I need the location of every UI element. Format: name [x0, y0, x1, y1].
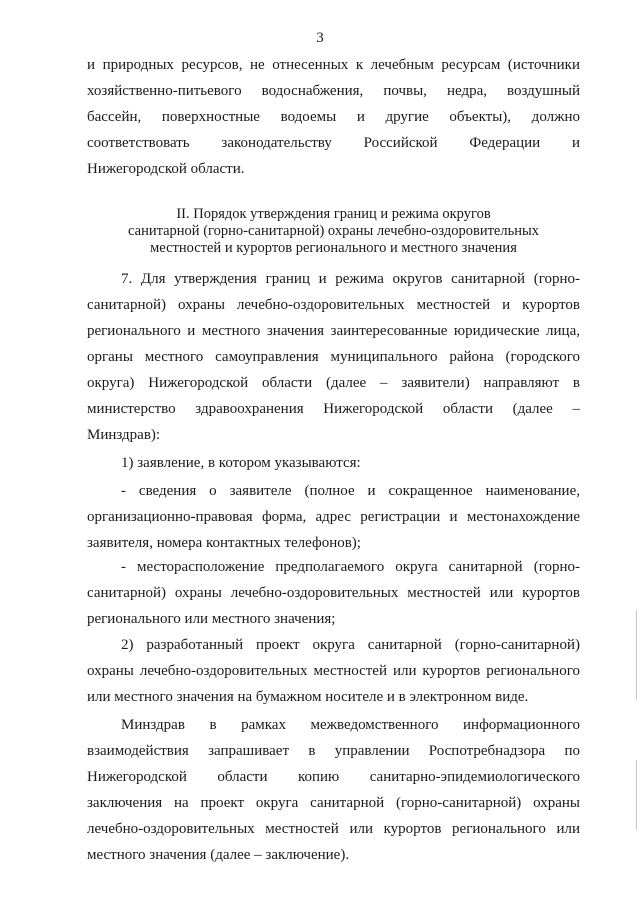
heading-line: санитарной (горно-санитарной) охраны лечебно-оздоровительных: [128, 223, 539, 239]
text-line: лечебно-оздоровительных местностей или курортов регионального или: [87, 821, 580, 837]
text-line: Минздрав в рамках межведомственного информационного: [121, 717, 580, 733]
text-line: заключения на проект округа санитарной (горно-санитарной) охраны: [87, 795, 580, 811]
text-line: Нижегородской области.: [87, 161, 245, 177]
text-line: министерство здравоохранения Нижегородской области (далее –: [87, 401, 580, 417]
text-line: охраны лечебно-оздоровительных местностей или курортов регионального: [87, 663, 580, 679]
text-line: регионального и местного значения заинтересованные юридические лица,: [87, 323, 580, 339]
text-line: - сведения о заявителе (полное и сокращенное наименование,: [121, 483, 580, 499]
text-line: соответствовать законодательству Российской Федерации и: [87, 135, 580, 151]
text-line: органы местного самоуправления муниципального района (городского: [87, 349, 580, 365]
text-line: округа) Нижегородской области (далее – заявители) направляют в: [87, 375, 580, 391]
heading-line: II. Порядок утверждения границ и режима округов: [176, 206, 491, 222]
text-line: заявителя, номера контактных телефонов);: [87, 535, 361, 551]
text-line: организационно-правовая форма, адрес регистрации и местонахождение: [87, 509, 580, 525]
page-number: 3: [316, 30, 324, 46]
text-line: 2) разработанный проект округа санитарной (горно-санитарной): [121, 637, 580, 653]
text-line: 1) заявление, в котором указываются:: [121, 455, 361, 471]
text-line: санитарной) охраны лечебно-оздоровительных местностей и курортов: [87, 297, 580, 313]
text-line: - месторасположение предполагаемого округа санитарной (горно-: [121, 559, 580, 575]
text-line: взаимодействия запрашивает в управлении Роспотребнадзора по: [87, 743, 580, 759]
text-line: и природных ресурсов, не отнесенных к лечебным ресурсам (источники: [87, 57, 580, 73]
text-line: бассейн, поверхностные водоемы и другие объекты), должно: [87, 109, 580, 125]
text-line: Нижегородской области копию санитарно-эпидемиологического: [87, 769, 580, 785]
text-line: регионального или местного значения;: [87, 611, 336, 627]
text-line: местного значения (далее – заключение).: [87, 847, 350, 863]
text-line: или местного значения на бумажном носителе и в электронном виде.: [87, 689, 529, 705]
heading-line: местностей и курортов регионального и местного значения: [150, 240, 517, 256]
text-line: 7. Для утверждения границ и режима округов санитарной (горно-: [121, 271, 580, 287]
text-line: хозяйственно-питьевого водоснабжения, почвы, недра, воздушный: [87, 83, 580, 99]
scan-artifact: [636, 610, 637, 700]
text-line: Минздрав):: [87, 427, 161, 443]
text-line: санитарной) охраны лечебно-оздоровительных местностей или курортов: [87, 585, 580, 601]
scan-artifact: [636, 760, 637, 830]
